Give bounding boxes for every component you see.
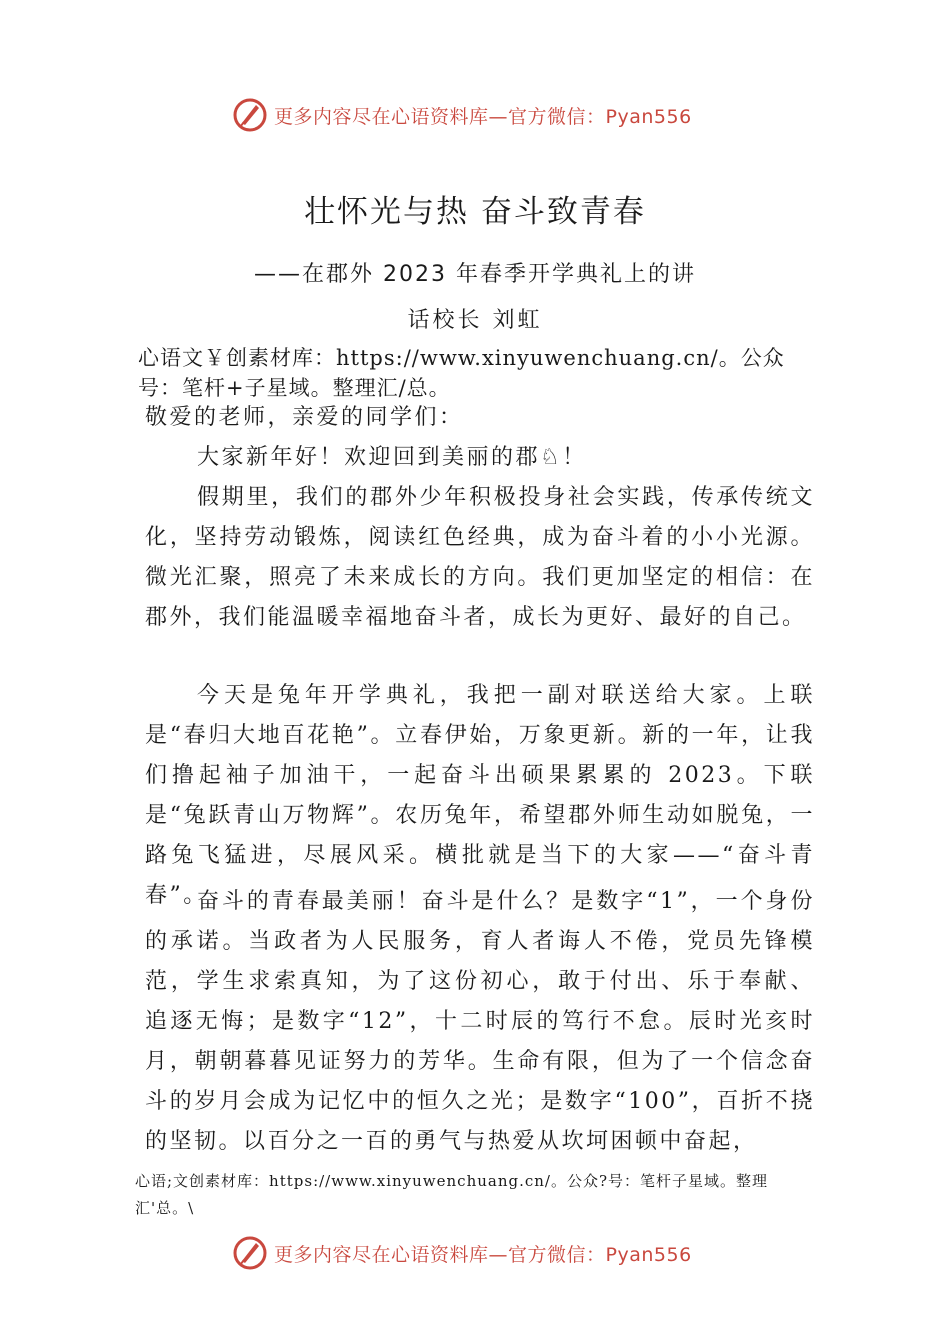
document-subtitle-continued: 话校长 刘虹 <box>407 308 543 333</box>
quill-logo-icon <box>232 97 268 133</box>
document-subtitle: ——在郡外 2023 年春季开学典礼上的讲 <box>254 262 696 287</box>
paragraph-1: 大家新年好！欢迎回到美丽的郡♘！ <box>197 445 587 470</box>
banner-text: 更多内容尽在心语资料库—官方微信：Pyan556 <box>274 105 692 128</box>
banner-text: 更多内容尽在心语资料库—官方微信：Pyan556 <box>274 1243 692 1266</box>
header-banner <box>232 95 692 135</box>
document-title: 壮怀光与热 奋斗致青春 <box>304 194 646 230</box>
footer-banner <box>232 1233 692 1273</box>
paragraph-3: 今天是兔年开学典礼，我把一副对联送给大家。上联是“春归大地百花艳”。立春伊始，万象更新。新的一年，让我们撸起袖子加油干，一起奋斗出硕果累累的 2023。下联是“兔跃青山万物辉”。农历兔年，希望郡外师生动如脱兔，一路兔飞猛进，尽展风采。横批就是当下的大家——“奋斗青春”。 <box>145 683 815 908</box>
quill-logo-icon <box>232 1235 268 1271</box>
paragraph-4: 奋斗的青春最美丽！奋斗是什么？是数字“1”，一个身份的承诺。当政者为人民服务，育人者诲人不倦，党员先锋模范，学生求索真知，为了这份初心，敢于付出、乐于奉献、 追逐无悔；是数字“12”，十二时辰的笃行不怠。辰时光亥时月，朝朝暮暮见证努力的芳华。生命有限，但为了一个信念奋斗的岁月会成为记忆中的恒久之光；是数字“100”，百折不挠的坚韧。以百分之一百的勇气与热爱从坎坷困顿中奋起， <box>145 889 815 1154</box>
paragraph-2: 假期里，我们的郡外少年积极投身社会实践，传承传统文化，坚持劳动锻炼，阅读红色经典，成为奋斗着的小小光源。微光汇聚，照亮了未来成长的方向。我们更加坚定的相信：在郡外，我们能温暖幸福地奋斗者，成长为更好、最好的自己。 <box>145 485 815 630</box>
watermark-text-top: 心语文￥创素材库：https://www.xinyuwenchuang.cn/。公众号：笔杆+子星域。整理汇/总。 <box>138 346 785 400</box>
watermark-text-bottom: 心语;文创素材库：https://www.xinyuwenchuang.cn/。公众?号：笔杆子星域。整理汇'总。\ <box>135 1172 769 1217</box>
greeting: 敬爱的老师，亲爱的同学们： <box>145 405 464 430</box>
